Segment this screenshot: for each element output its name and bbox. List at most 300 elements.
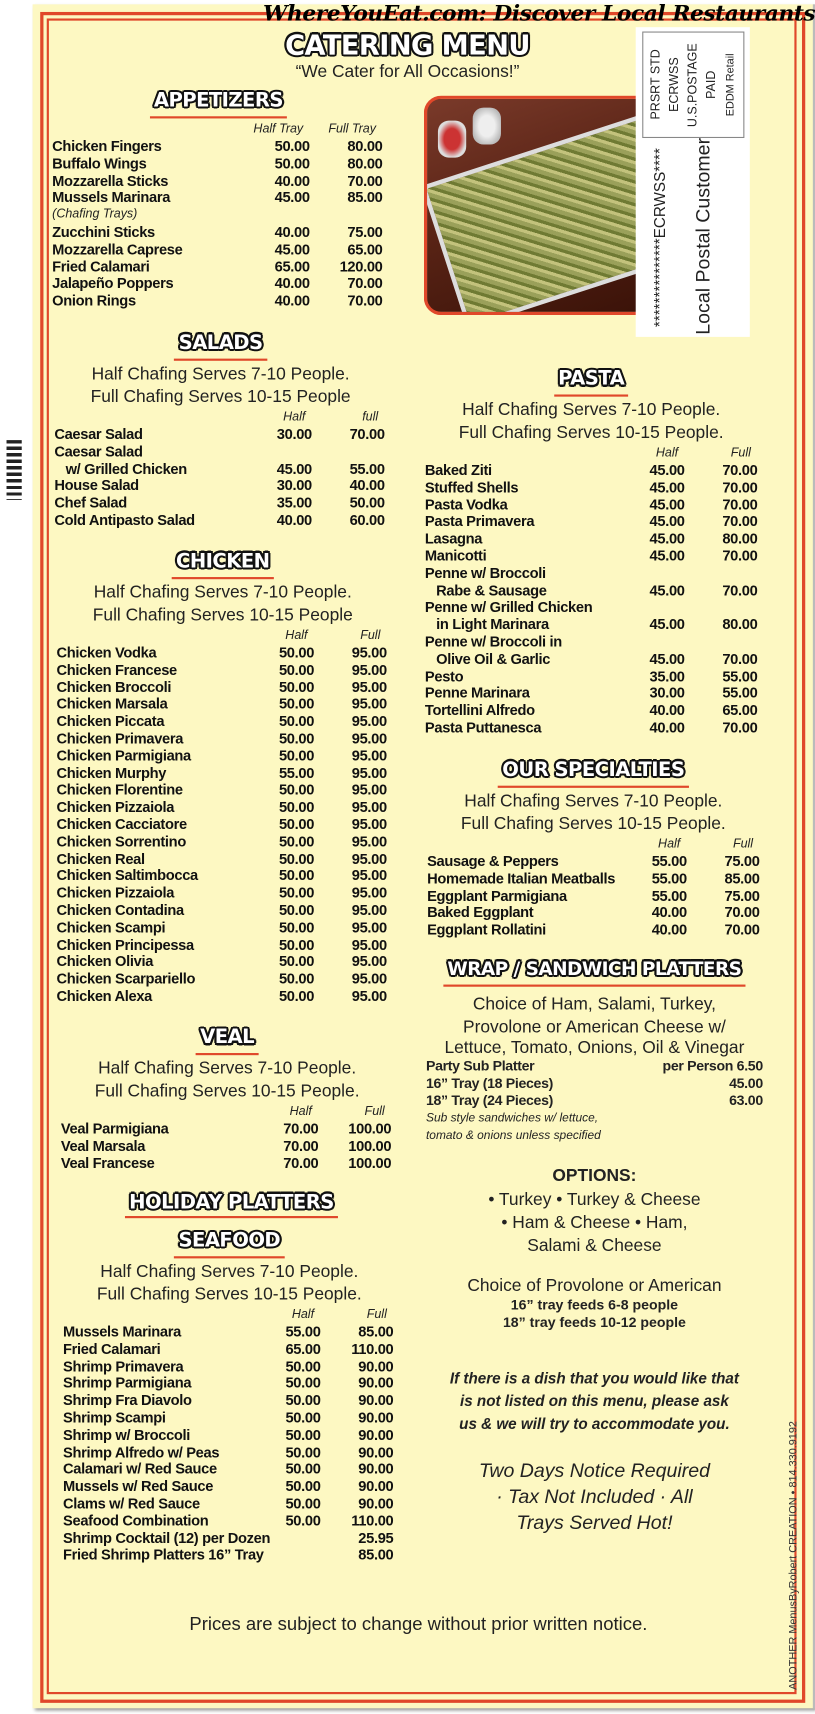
full-price: 75.00 <box>724 887 760 904</box>
half-price: 30.00 <box>276 477 312 494</box>
half-price: 40.00 <box>274 275 310 292</box>
menu-item-name: Penne w/ Grilled Chicken <box>424 599 593 616</box>
full-price: 95.00 <box>351 901 387 919</box>
menu-item-name: Veal Francese <box>60 1154 155 1172</box>
subheading: (Chafing Trays) <box>52 207 138 221</box>
menu-item-name: Chicken Florentine <box>56 781 183 799</box>
half-price: 70.00 <box>283 1154 319 1172</box>
column-headers <box>54 409 387 426</box>
menu-item-row <box>425 548 758 565</box>
custom-note-line: If there is a dish that you would like that <box>449 1369 739 1387</box>
full-price: 90.00 <box>358 1409 394 1426</box>
half-price: 50.00 <box>278 884 315 902</box>
full-price: 90.00 <box>358 1443 394 1461</box>
menu-item-row <box>57 919 390 936</box>
options-section <box>426 1165 763 1331</box>
menu-item-row <box>57 782 390 799</box>
menu-item-row <box>61 1138 394 1155</box>
half-price: 55.00 <box>285 1323 321 1340</box>
full-price: 90.00 <box>358 1357 394 1375</box>
full-price: 95.00 <box>351 816 387 833</box>
half-column-header: Half <box>658 837 681 851</box>
menu-item-name: Chicken Scarpariello <box>56 970 196 987</box>
half-price: 30.00 <box>276 425 312 443</box>
half-column-header: Half <box>291 1308 315 1322</box>
full-price: 70.00 <box>722 582 758 599</box>
menu-item-row <box>425 616 758 633</box>
full-price: 70.00 <box>722 547 758 564</box>
watermark-overlay: WhereYouEat.com: Discover Local Restaurants <box>262 0 815 27</box>
half-price: 50.00 <box>278 730 315 747</box>
serving-note: Half Chafing Serves 7-10 People. <box>93 583 352 603</box>
full-price: 65.00 <box>347 241 383 258</box>
menu-item-row <box>63 1495 396 1512</box>
full-price: 85.00 <box>724 870 760 887</box>
wrap-row <box>426 1075 763 1092</box>
full-price: 95.00 <box>351 730 387 747</box>
half-price: 50.00 <box>278 867 315 884</box>
half-price: 45.00 <box>649 616 685 633</box>
full-price: 70.00 <box>722 650 758 667</box>
ecrwss-line: ***************ECRWSS**** <box>650 148 669 328</box>
price-disclaimer: Prices are subject to change without prior written notice. <box>189 1613 648 1635</box>
full-column-header: Full <box>730 446 751 460</box>
menu-item-name: Jalapeño Poppers <box>52 275 174 292</box>
specialties-section <box>427 757 760 938</box>
menu-item-name: Chicken Alexa <box>56 987 153 1005</box>
menu-item-name: Chicken Contadina <box>56 901 184 919</box>
menu-item-name: Mozzarella Sticks <box>52 172 169 189</box>
half-price: 50.00 <box>274 155 310 172</box>
half-price: 50.00 <box>278 644 315 661</box>
menu-item-row <box>57 885 390 902</box>
menu-item-row <box>57 936 390 953</box>
column-headers <box>52 121 385 138</box>
menu-item-row <box>57 902 390 919</box>
postage-line: U.S.POSTAGE <box>686 42 700 127</box>
menu-item-row <box>63 1341 396 1358</box>
serving-note: Full Chafing Serves 10-15 People. <box>460 815 726 834</box>
menu-item-name: Chicken Primavera <box>56 730 184 747</box>
menu-item-name: Manicotti <box>424 547 487 564</box>
column-headers <box>57 627 390 644</box>
half-price: 50.00 <box>278 987 315 1005</box>
serving-note: Half Chafing Serves 7-10 People. <box>100 1262 359 1282</box>
scan-edge-mark <box>7 440 22 500</box>
seafood-section <box>63 1228 396 1564</box>
full-price: 55.00 <box>722 667 758 685</box>
menu-item-row <box>425 582 758 599</box>
full-price: 90.00 <box>358 1460 394 1478</box>
veal-heading <box>61 1025 394 1051</box>
menu-item-row <box>52 224 385 241</box>
wrap-row <box>426 1092 763 1109</box>
half-price: 50.00 <box>278 816 315 833</box>
menu-item-row <box>54 512 387 529</box>
full-column-header: Full <box>364 1105 385 1119</box>
notice-line: · Tax Not Included · All <box>496 1485 693 1508</box>
half-price: 35.00 <box>649 667 685 685</box>
specialties-title: OUR SPECIALTIES <box>502 757 684 783</box>
notice-line: Two Days Notice Required <box>478 1459 711 1482</box>
wrap-row <box>426 1057 763 1074</box>
chicken-section <box>57 549 390 1005</box>
half-price: 50.00 <box>278 678 315 696</box>
full-column-header: full <box>362 410 379 424</box>
menu-item-row <box>54 477 387 494</box>
half-price: 45.00 <box>649 513 685 530</box>
full-price: 95.00 <box>351 884 387 902</box>
wrap-row-price: 63.00 <box>729 1092 763 1109</box>
menu-item-row <box>427 870 760 887</box>
menu-item-name: Seafood Combination <box>63 1512 209 1529</box>
menu-item-row <box>63 1375 396 1392</box>
half-price: 50.00 <box>285 1392 321 1409</box>
wrap-section <box>426 956 763 1144</box>
full-price: 90.00 <box>358 1392 394 1409</box>
menu-item-row <box>57 850 390 867</box>
menu-item-row <box>57 953 390 970</box>
menu-item-row <box>61 1120 394 1137</box>
menu-item-name: Shrimp Parmigiana <box>63 1375 192 1392</box>
menu-item-row <box>425 685 758 702</box>
pasta-tray-photo <box>424 96 655 316</box>
menu-item-row <box>52 258 385 275</box>
half-price: 45.00 <box>649 496 685 513</box>
full-price: 65.00 <box>722 702 758 719</box>
menu-item-name: Shrimp Cocktail (12) per Dozen <box>63 1529 271 1546</box>
full-price: 70.00 <box>722 479 758 496</box>
serving-note: Full Chafing Serves 10-15 People <box>92 606 353 625</box>
menu-item-name: Chicken Principessa <box>56 936 194 953</box>
appetizers-section <box>52 88 385 310</box>
half-price: 55.00 <box>651 870 687 887</box>
full-price: 55.00 <box>722 685 758 702</box>
menu-item-row <box>63 1409 396 1426</box>
serving-note: Full Chafing Serves 10-15 People. <box>96 1285 362 1305</box>
half-price: 50.00 <box>278 833 315 850</box>
specialties-heading <box>427 757 760 783</box>
full-price: 95.00 <box>351 833 387 850</box>
half-price: 40.00 <box>274 172 310 189</box>
menu-item-name: Buffalo Wings <box>52 155 147 172</box>
pasta-title: PASTA <box>558 366 624 392</box>
serving-note: Full Chafing Serves 10-15 People. <box>94 1082 360 1101</box>
menu-item-name: Chicken Scampi <box>56 919 166 936</box>
half-column-header: Half Tray <box>253 122 304 136</box>
menu-item-name: Mussels Marinara <box>63 1323 181 1340</box>
menu-item-name: Veal Parmigiana <box>60 1120 169 1137</box>
half-column-header: Half <box>285 629 308 643</box>
half-price: 50.00 <box>278 695 315 713</box>
spacer <box>52 121 244 138</box>
menu-item-row <box>63 1530 396 1547</box>
menu-item-name: Penne Marinara <box>424 685 530 702</box>
appetizers-heading <box>52 88 385 114</box>
menu-item-name: Chicken Francese <box>56 661 177 678</box>
holiday-platters-title: HOLIDAY PLATTERS <box>129 1191 334 1214</box>
full-price: 40.00 <box>349 477 385 494</box>
wrap-row-price: 45.00 <box>729 1074 763 1092</box>
postage-line: ECRWSS <box>667 57 681 113</box>
full-column-header: Full <box>732 837 754 851</box>
menu-item-row <box>54 426 387 443</box>
menu-item-name: Chicken Fingers <box>52 138 162 155</box>
full-price: 90.00 <box>358 1495 394 1512</box>
options-feeds: 16” tray feeds 6-8 people <box>510 1296 679 1313</box>
column-headers <box>425 444 758 461</box>
spacer <box>63 1306 255 1323</box>
menu-item-name: Chicken Pizzaiola <box>56 884 175 902</box>
menu-item-name: Penne w/ Broccoli in <box>424 633 562 650</box>
holiday-platters-heading <box>63 1191 400 1214</box>
menu-item-name: Stuffed Shells <box>424 479 519 496</box>
half-price: 40.00 <box>649 702 685 719</box>
full-price: 80.00 <box>347 155 383 172</box>
menu-item-name: Pasta Primavera <box>424 513 535 530</box>
menu-item-name: Caesar Salad <box>54 443 143 460</box>
half-price: 45.00 <box>649 479 685 496</box>
column-headers <box>61 1103 394 1120</box>
full-price: 95.00 <box>351 764 387 781</box>
menu-item-name: House Salad <box>54 477 139 494</box>
menu-item-name: Mussels Marinara <box>52 189 171 206</box>
half-price: 50.00 <box>285 1512 321 1529</box>
menu-item-name: Mussels w/ Red Sauce <box>63 1478 214 1495</box>
column-headers <box>427 836 760 853</box>
half-price: 70.00 <box>283 1120 319 1137</box>
full-price: 25.95 <box>358 1529 394 1546</box>
menu-item-row <box>63 1358 396 1375</box>
full-price: 95.00 <box>351 970 387 987</box>
spacer <box>54 409 246 426</box>
full-price: 95.00 <box>351 936 387 953</box>
half-price: 45.00 <box>274 241 310 258</box>
half-price: 50.00 <box>278 919 315 936</box>
serving-note: Full Chafing Serves 10-15 People <box>90 387 351 407</box>
full-price: 95.00 <box>351 678 387 696</box>
chicken-heading <box>57 549 390 575</box>
half-column-header: Half <box>655 446 679 460</box>
menu-item-row <box>57 644 390 661</box>
half-price: 50.00 <box>278 713 315 730</box>
postage-box <box>642 32 744 138</box>
spacer <box>425 444 626 461</box>
menu-item-row <box>425 513 758 530</box>
menu-item-name: Baked Ziti <box>424 461 492 479</box>
full-price: 95.00 <box>351 747 387 764</box>
full-price: 95.00 <box>351 661 387 678</box>
menu-item-row <box>52 172 385 189</box>
menu-item-row <box>427 905 760 922</box>
half-price: 50.00 <box>278 970 315 987</box>
full-price: 90.00 <box>358 1478 394 1495</box>
half-price: 40.00 <box>274 223 310 241</box>
wrap-title: WRAP / SANDWICH PLATTERS <box>447 956 741 982</box>
menu-item-name: Sausage & Peppers <box>427 853 559 870</box>
postage-line: PAID <box>704 70 718 99</box>
menu-item-row <box>57 971 390 988</box>
half-price: 40.00 <box>651 921 687 939</box>
postage-line: EDDM Retail <box>724 53 737 117</box>
full-price: 95.00 <box>351 781 387 799</box>
full-price: 80.00 <box>347 138 383 155</box>
half-price: 50.00 <box>278 661 315 678</box>
veal-section <box>61 1025 394 1172</box>
menu-item-name: Baked Eggplant <box>427 904 534 921</box>
full-price: 95.00 <box>351 644 387 661</box>
menu-item-row <box>425 634 758 651</box>
column-headers <box>63 1306 396 1323</box>
spacer <box>427 836 628 853</box>
menu-item-name: Penne w/ Broccoli <box>424 564 546 582</box>
wrap-heading <box>426 956 763 982</box>
salads-heading <box>54 330 387 356</box>
menu-item-row <box>427 853 760 870</box>
half-price: 50.00 <box>278 781 315 799</box>
half-price: 50.00 <box>285 1460 321 1478</box>
half-column-header: Half <box>283 410 306 424</box>
menu-item-name: Chicken Marsala <box>56 695 168 713</box>
full-price: 95.00 <box>351 798 387 816</box>
options-line: Salami & Cheese <box>527 1236 662 1256</box>
menu-item-name: Homemade Italian Meatballs <box>427 870 616 887</box>
menu-item-name: Chicken Murphy <box>56 764 167 781</box>
options-line: • Ham & Cheese • Ham, <box>501 1213 688 1233</box>
half-price: 50.00 <box>278 936 315 953</box>
half-price: 50.00 <box>285 1495 321 1512</box>
menu-item-row <box>63 1444 396 1461</box>
menu-item-name: Clams w/ Red Sauce <box>63 1495 200 1512</box>
full-price: 70.00 <box>724 921 760 939</box>
wrap-desc: Choice of Ham, Salami, Turkey, <box>472 995 717 1014</box>
menu-item-row <box>57 868 390 885</box>
menu-item-name: Rabe & Sausage <box>424 582 547 599</box>
half-price: 55.00 <box>651 853 687 870</box>
menu-title: CATERING MENU <box>285 29 530 61</box>
full-price: 70.00 <box>347 275 383 292</box>
full-price: 70.00 <box>347 292 383 309</box>
menu-item-row <box>425 668 758 685</box>
half-price: 50.00 <box>285 1375 321 1392</box>
pasta-heading <box>425 366 758 392</box>
menu-item-name: Shrimp Scampi <box>63 1409 166 1426</box>
menu-item-row <box>63 1392 396 1409</box>
menu-item-name: Caesar Salad <box>54 425 143 443</box>
seafood-heading <box>63 1228 396 1254</box>
options-line: • Turkey • Turkey & Cheese <box>488 1191 701 1210</box>
chicken-title: CHICKEN <box>176 549 269 575</box>
menu-item-row <box>52 275 385 292</box>
menu-item-name: Fried Calamari <box>52 258 150 275</box>
custom-note-line: is not listed on this menu, please ask <box>459 1392 729 1410</box>
half-price: 35.00 <box>276 494 312 511</box>
half-price: 40.00 <box>274 292 310 309</box>
menu-item-row <box>57 988 390 1005</box>
menu-item-row <box>425 462 758 479</box>
half-price: 50.00 <box>285 1478 321 1495</box>
menu-item-row <box>52 293 385 310</box>
menu-item-row <box>54 443 387 460</box>
full-price: 85.00 <box>358 1546 394 1564</box>
full-price: 50.00 <box>349 494 385 511</box>
half-price: 65.00 <box>274 258 310 275</box>
menu-item-name: Pesto <box>424 667 464 685</box>
menu-item-name: Chicken Parmigiana <box>56 747 191 764</box>
wrap-row-name: Party Sub Platter <box>425 1057 535 1074</box>
veal-title: VEAL <box>200 1025 254 1051</box>
menu-item-row <box>52 155 385 172</box>
full-price: 90.00 <box>358 1426 394 1443</box>
half-price: 40.00 <box>649 719 685 736</box>
full-column-header: Full <box>366 1308 387 1322</box>
half-price: 45.00 <box>274 189 310 206</box>
half-column-header: Half <box>289 1105 312 1119</box>
half-price: 50.00 <box>285 1443 321 1461</box>
notice <box>426 1457 763 1535</box>
menu-item-name: Fried Calamari <box>63 1340 161 1358</box>
menu-item-row <box>54 495 387 512</box>
menu-item-name: Chicken Real <box>56 850 145 867</box>
menu-item-row <box>57 662 390 679</box>
full-price: 70.00 <box>722 461 758 479</box>
half-price: 50.00 <box>278 953 315 970</box>
menu-item-row <box>425 702 758 719</box>
full-price: 70.00 <box>349 425 385 443</box>
full-price: 90.00 <box>358 1375 394 1392</box>
menu-item-row <box>52 138 385 155</box>
menu-item-name: Chicken Saltimbocca <box>56 867 198 884</box>
menu-item-row <box>57 816 390 833</box>
full-price: 95.00 <box>351 695 387 713</box>
menu-item-row <box>63 1478 396 1495</box>
full-price: 75.00 <box>724 853 760 870</box>
menu-item-row <box>425 651 758 668</box>
half-price: 70.00 <box>283 1137 319 1154</box>
menu-item-row <box>425 719 758 736</box>
half-price: 50.00 <box>285 1357 321 1375</box>
half-price: 50.00 <box>278 901 315 919</box>
custom-request-note <box>426 1367 763 1435</box>
menu-item-row <box>425 565 758 582</box>
half-price: 45.00 <box>649 547 685 564</box>
wrap-desc: Lettuce, Tomato, Onions, Oil & Vinegar <box>444 1038 745 1058</box>
menu-item-name: Chicken Cacciatore <box>56 816 187 833</box>
half-price: 55.00 <box>278 764 315 781</box>
menu-item-name: Chicken Olivia <box>56 953 154 970</box>
options-feeds: 18” tray feeds 10-12 people <box>502 1313 686 1331</box>
wrap-row-name: 18” Tray (24 Pieces) <box>425 1092 553 1109</box>
full-price: 110.00 <box>351 1340 394 1358</box>
serving-note: Half Chafing Serves 7-10 People. <box>462 400 721 420</box>
half-price: 50.00 <box>285 1409 321 1426</box>
full-price: 80.00 <box>722 616 758 633</box>
half-price: 45.00 <box>649 582 685 599</box>
menu-item-name: Eggplant Parmigiana <box>427 887 567 904</box>
menu-item-name: Onion Rings <box>52 292 136 309</box>
menu-item-name: Shrimp Primavera <box>63 1357 184 1375</box>
menu-item-row <box>63 1461 396 1478</box>
seafood-title: SEAFOOD <box>178 1228 280 1254</box>
half-price: 40.00 <box>276 511 312 529</box>
full-price: 100.00 <box>348 1154 392 1172</box>
full-column-header: Full Tray <box>328 122 376 136</box>
menu-item-name: Zucchini Sticks <box>52 223 155 241</box>
serving-note: Half Chafing Serves 7-10 People. <box>464 792 723 811</box>
notice-line: Trays Served Hot! <box>516 1511 673 1534</box>
postal-customer: Local Postal Customer <box>692 137 714 335</box>
postal-indicia <box>636 27 750 337</box>
